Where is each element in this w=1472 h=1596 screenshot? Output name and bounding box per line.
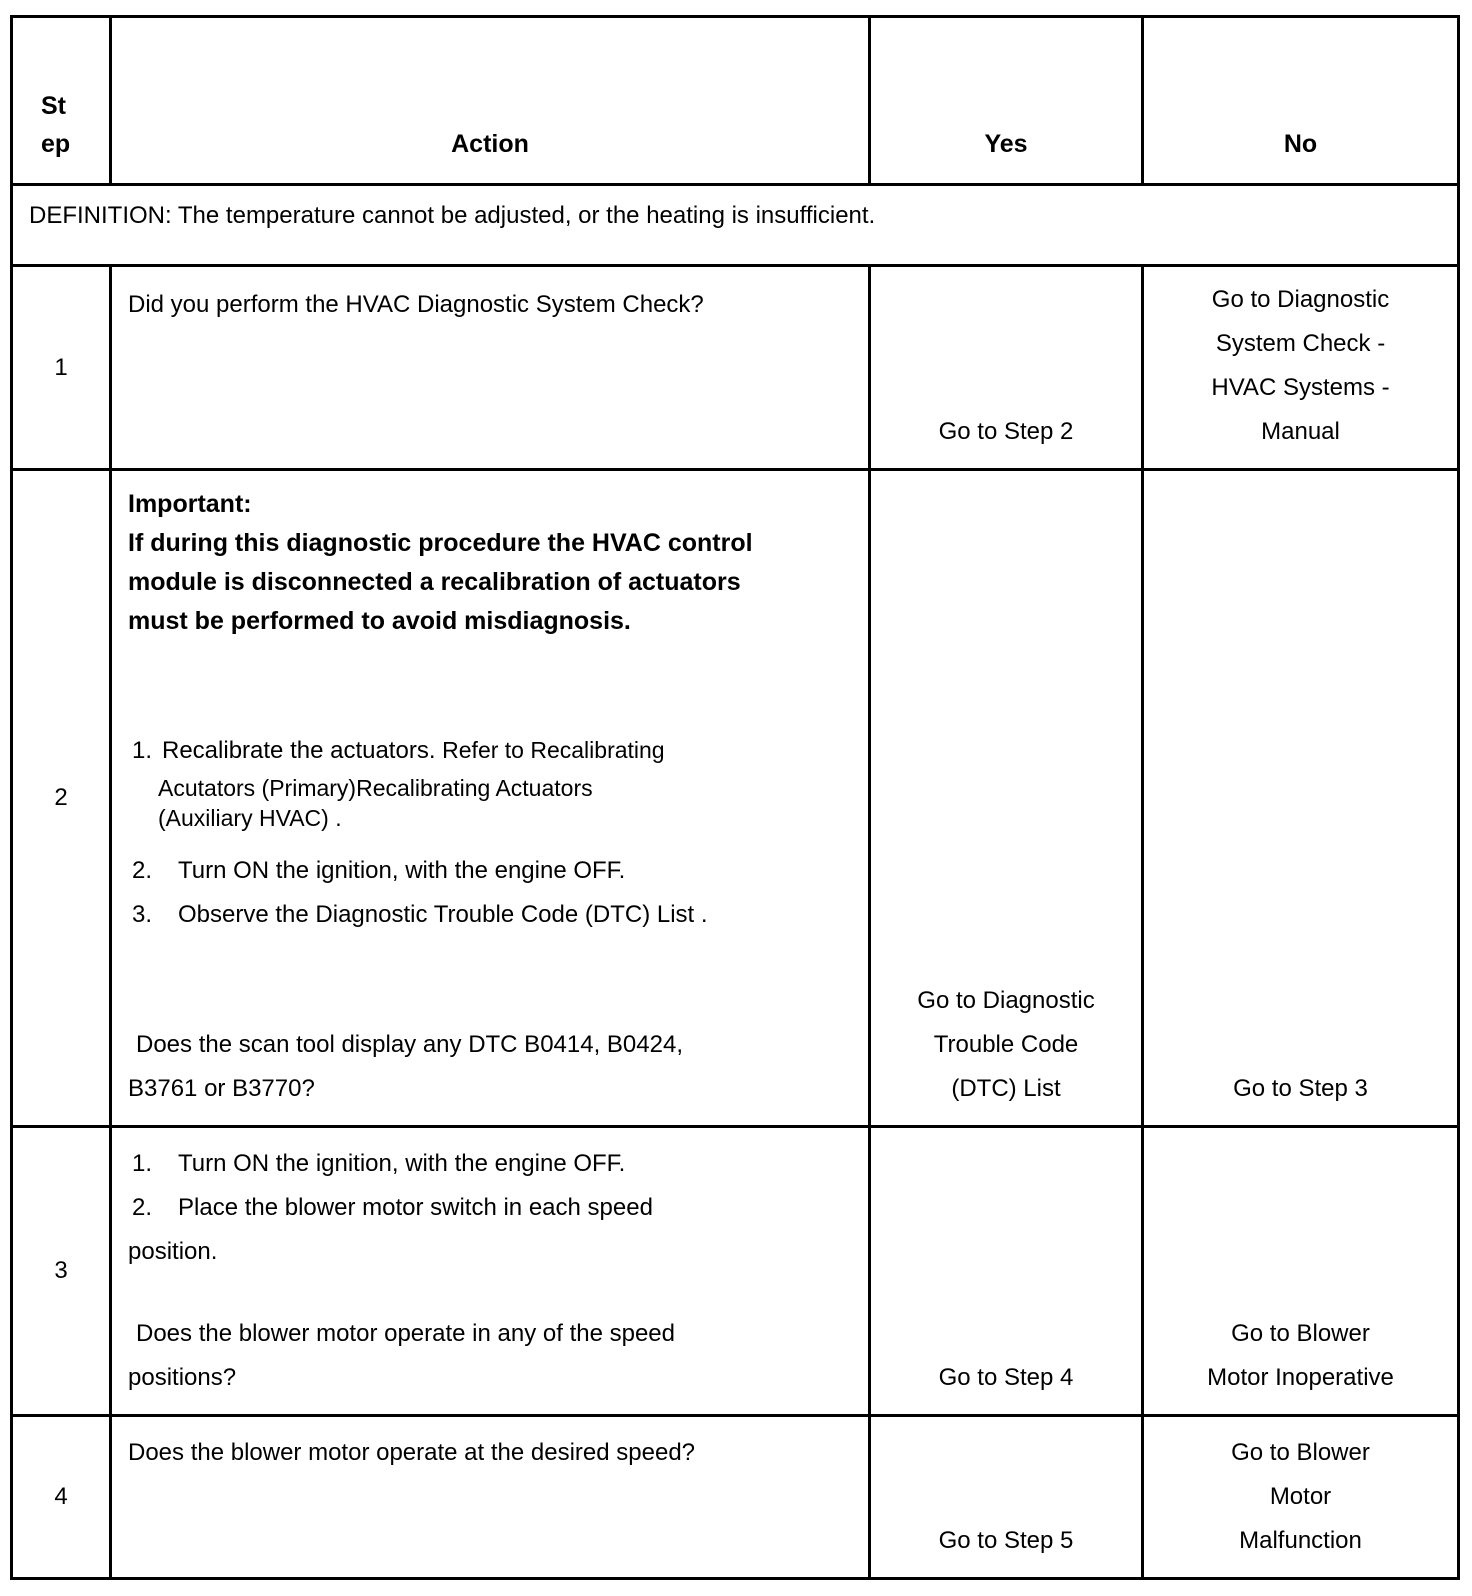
no-line: Go to Diagnostic bbox=[1211, 286, 1390, 313]
no-line: Go to Blower bbox=[1231, 1439, 1370, 1466]
list-item-text: Recalibrate the actuators. bbox=[162, 737, 436, 764]
no-line: HVAC Systems - bbox=[1211, 374, 1390, 401]
no-line: Malfunction bbox=[1239, 1527, 1362, 1554]
list-item bbox=[128, 893, 852, 937]
yes-cell: Go to Step 4 bbox=[870, 1127, 1143, 1416]
yes-cell: Go to Step 2 bbox=[870, 266, 1143, 470]
action-text: Does the blower motor operate at the desired speed? bbox=[128, 1439, 696, 1466]
no-cell bbox=[1143, 1127, 1459, 1416]
question-line: positions? bbox=[128, 1364, 237, 1391]
no-line: System Check - bbox=[1215, 330, 1386, 357]
list-item-number: 2. bbox=[132, 1194, 153, 1221]
definition-row bbox=[12, 185, 1459, 266]
action-cell bbox=[111, 1127, 870, 1416]
step-number: 2 bbox=[12, 470, 111, 1127]
no-line: Go to Blower bbox=[1231, 1320, 1370, 1347]
yes-cell: Go to Step 5 bbox=[870, 1416, 1143, 1579]
yes-cell bbox=[870, 470, 1143, 1127]
list-item bbox=[128, 1142, 852, 1186]
list-item bbox=[128, 1186, 852, 1230]
no-cell bbox=[1143, 266, 1459, 470]
header-action: Action bbox=[111, 17, 870, 185]
list-item-text: Observe the Diagnostic Trouble Code (DTC) List . bbox=[178, 901, 708, 928]
diagnostic-table bbox=[10, 15, 1460, 1580]
header-step-line2: ep bbox=[41, 130, 71, 158]
important-title: Important: bbox=[128, 490, 252, 518]
list-item-text: Place the blower motor switch in each speed bbox=[178, 1194, 653, 1221]
list-item-text: Turn ON the ignition, with the engine OFF. bbox=[178, 1150, 626, 1177]
yes-line: (DTC) List bbox=[951, 1075, 1061, 1102]
table-row-step-2 bbox=[12, 470, 1459, 1127]
list-item-text: position. bbox=[128, 1238, 218, 1265]
action-cell bbox=[111, 470, 870, 1127]
list-item-number: 1. bbox=[132, 1150, 153, 1177]
no-cell: Go to Step 3 bbox=[1143, 470, 1459, 1127]
yes-line: Go to Diagnostic bbox=[917, 987, 1095, 1014]
list-item bbox=[128, 849, 852, 893]
no-cell bbox=[1143, 1416, 1459, 1579]
list-item-number: 2. bbox=[132, 857, 153, 884]
header-yes: Yes bbox=[870, 17, 1143, 185]
table-row-step-4 bbox=[12, 1416, 1459, 1579]
yes-line: Trouble Code bbox=[933, 1031, 1079, 1058]
question-line: B3761 or B3770? bbox=[128, 1075, 315, 1102]
definition-text: DEFINITION: The temperature cannot be adjusted, or the heating is insufficient. bbox=[12, 185, 1459, 266]
diagnostic-table-sheet bbox=[10, 15, 1457, 1578]
table-row-step-1 bbox=[12, 266, 1459, 470]
reference-link[interactable]: (Auxiliary HVAC) . bbox=[158, 805, 342, 831]
question-line: Does the scan tool display any DTC B0414, B0424, bbox=[136, 1031, 683, 1058]
important-note bbox=[128, 485, 852, 641]
step-number: 1 bbox=[12, 266, 111, 470]
question-line: Does the blower motor operate in any of the speed bbox=[136, 1320, 675, 1347]
no-line: Motor Inoperative bbox=[1207, 1364, 1394, 1391]
step-list bbox=[128, 729, 852, 937]
list-item-text: Turn ON the ignition, with the engine OFF. bbox=[178, 857, 626, 884]
step-number: 3 bbox=[12, 1127, 111, 1416]
list-item bbox=[128, 729, 852, 773]
list-item-number: 1. bbox=[132, 737, 153, 764]
header-no: No bbox=[1143, 17, 1459, 185]
important-line: module is disconnected a recalibration of actuators bbox=[128, 568, 741, 596]
question bbox=[128, 1312, 852, 1400]
action-cell bbox=[111, 1416, 870, 1579]
list-item-number: 3. bbox=[132, 901, 153, 928]
important-line: If during this diagnostic procedure the HVAC control bbox=[128, 529, 753, 557]
header-step bbox=[12, 17, 111, 185]
reference-link[interactable]: Refer to Recalibrating bbox=[442, 737, 665, 763]
reference-link[interactable]: Acutators (Primary)Recalibrating Actuators bbox=[158, 775, 593, 801]
action-text: Did you perform the HVAC Diagnostic System Check? bbox=[128, 291, 704, 318]
step-number: 4 bbox=[12, 1416, 111, 1579]
header-row bbox=[12, 17, 1459, 185]
important-line: must be performed to avoid misdiagnosis. bbox=[128, 607, 631, 635]
header-step-line1: St bbox=[41, 92, 66, 120]
question bbox=[128, 1023, 852, 1111]
action-cell bbox=[111, 266, 870, 470]
no-line: Motor bbox=[1269, 1483, 1332, 1510]
no-line: Manual bbox=[1261, 418, 1340, 445]
table-row-step-3 bbox=[12, 1127, 1459, 1416]
